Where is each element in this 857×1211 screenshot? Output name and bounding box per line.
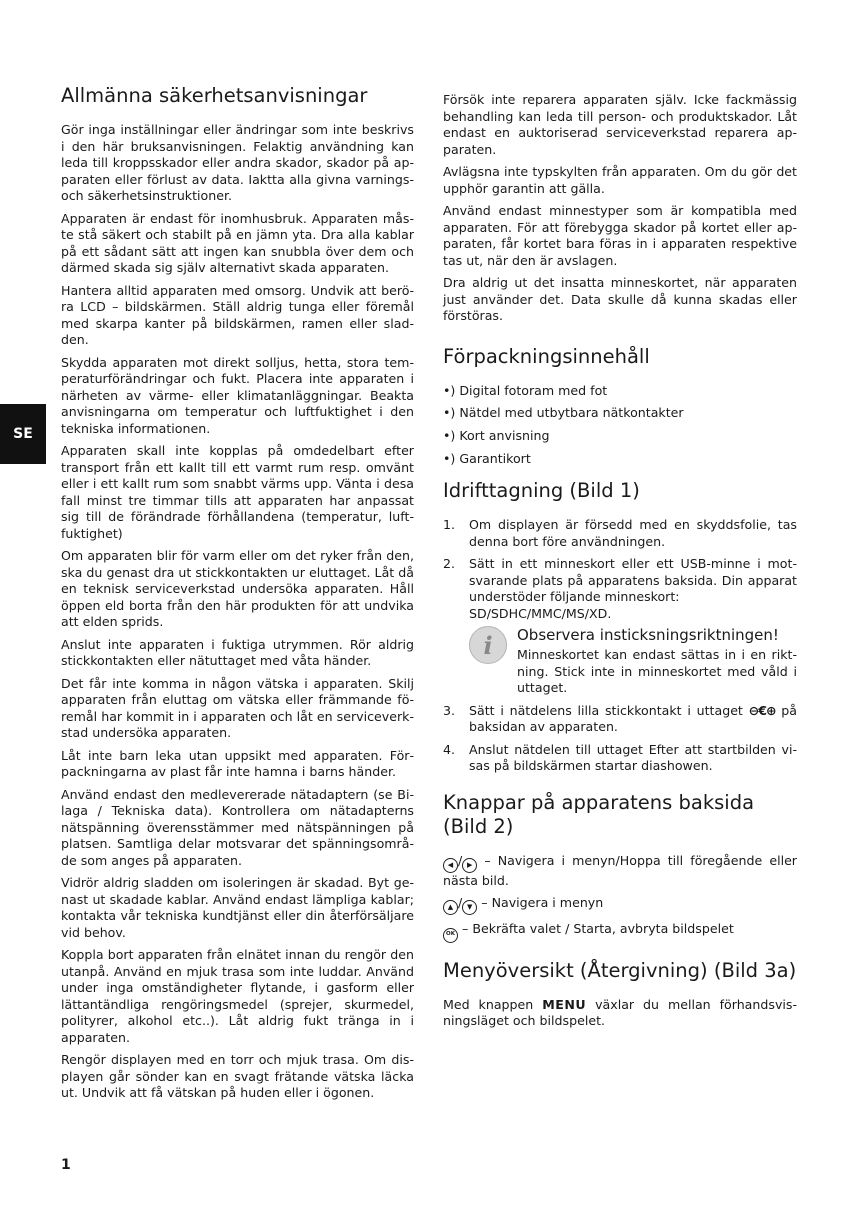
step-text: på baksidan av apparaten.	[469, 702, 797, 735]
slash: /	[458, 895, 463, 911]
ok-button-icon: OK	[443, 928, 458, 943]
step-text: Sätt in ett minneskort eller ett USB-minne i motsvarande plats på apparatens baksida. Din apparat understöder följande minneskort:	[469, 556, 797, 605]
button-description	[443, 921, 797, 942]
menu-text: växlar du mellan förhandsvisningsläget och bildspelet.	[443, 996, 797, 1029]
up-arrow-button-icon: ▲	[443, 900, 458, 915]
step-number: 4.	[443, 741, 456, 757]
button-text: – Navigera i menyn/Hoppa till föregående eller nästa bild.	[443, 852, 797, 888]
step-text: Om displayen är försedd med en skyddsfolie, tas denna bort före användningen.	[469, 517, 797, 549]
paragraph: Använd endast minnestyper som är kompatibla med apparaten. För att förebygga skador på kortet eller apparaten, får kortet bara föras in i apparaten respektive tas ut, när den är avslagen.	[443, 203, 797, 268]
info-icon: i	[469, 626, 507, 664]
paragraph: Försök inte reparera apparaten själv. Icke fackmässig behandling kan leda till person- och produktskador. Låt endast en auktoriserad serviceverkstad reparera apparaten.	[443, 92, 797, 157]
button-text: – Bekräfta valet / Starta, avbryta bildspelet	[462, 921, 734, 937]
dc-plug-symbol-icon: ⊖€⊕	[748, 702, 776, 718]
button-text: – Navigera i menyn	[481, 895, 604, 911]
left-arrow-button-icon: ◀	[443, 858, 458, 873]
right-column	[443, 92, 797, 1036]
paragraph: Det får inte komma in någon vätska i apparaten. Skilj apparaten från eluttag om vätska eller främmande föremål har kommit in i apparaten och låt en serviceverkstad undersöka apparaten.	[61, 675, 414, 740]
paragraph: Låt inte barn leka utan uppsikt med apparaten. Förpackningarna av plast får inte hamna i barns händer.	[61, 747, 414, 779]
paragraph: Rengör displayen med en torr och mjuk trasa. Om displayen går sönder kan en svagt frätande vätska läcka ut. Undvik att få vätskan på huden eller i ögonen.	[61, 1052, 414, 1100]
paragraph: Apparaten är endast för inomhusbruk. Apparaten måste stå säkert och stabilt på en jämn yta. Dra alla kablar på ett sådant sätt att ingen kan snubbla över dem och därmed skada sig själv alternativt skada apparaten.	[61, 210, 414, 275]
paragraph: Om apparaten blir för varm eller om det ryker från den, ska du genast dra ut stickkontakten ur eluttaget. Låt då en teknisk serviceverkstad undersöka apparaten. Håll öppen eld borta från den här produkten för att undvika att elden sprids.	[61, 548, 414, 629]
button-description	[443, 895, 797, 915]
paragraph: Avlägsna inte typskylten från apparaten. Om du gör det upphör garantin att gälla.	[443, 164, 797, 196]
paragraph: Dra aldrig ut det insatta minneskortet, när apparaten just använder det. Data skulle då kunna skadas eller förstöras.	[443, 275, 797, 323]
buttons-heading: Knappar på apparatens baksida (Bild 2)	[443, 790, 755, 838]
card-types: SD/SDHC/MMC/MS/XD.	[469, 605, 612, 621]
step-text: Sätt i nätdelens lilla stickkontakt i uttaget	[469, 702, 743, 718]
slash: /	[458, 852, 463, 868]
step-item	[443, 556, 797, 622]
menu-heading: Menyöversikt (Återgivning) (Bild 3a)	[443, 958, 797, 982]
button-description	[443, 853, 797, 890]
startup-heading: Idrifttagning (Bild 1)	[443, 479, 640, 503]
note-box	[469, 626, 797, 697]
language-tab: SE	[0, 404, 46, 464]
step-number: 3.	[443, 702, 456, 718]
startup-steps	[443, 517, 797, 622]
list-item: •) Kort anvisning	[443, 428, 550, 444]
menu-key: MENU	[542, 996, 587, 1012]
package-list	[443, 383, 797, 468]
page-number: 1	[61, 1157, 71, 1173]
right-arrow-button-icon: ▶	[462, 858, 477, 873]
step-number: 1.	[443, 517, 456, 533]
step-item	[443, 742, 797, 775]
left-column	[61, 84, 414, 1108]
step-number: 2.	[443, 556, 456, 572]
step-item	[443, 517, 797, 550]
step-text: Anslut nätdelen till uttaget Efter att startbilden visas på bildskärmen startar diashowen.	[469, 741, 797, 774]
step-item	[443, 703, 797, 736]
package-heading: Förpackningsinnehåll	[443, 344, 650, 368]
paragraph: Vidrör aldrig sladden om isoleringen är skadad. Byt genast ut skadade kablar. Använd endast lämpliga kablar; kontakta vår tekniska kundtjänst eller din återförsäljare vid behov.	[61, 875, 414, 940]
menu-paragraph	[443, 997, 797, 1030]
paragraph: Hantera alltid apparaten med omsorg. Undvik att beröra LCD – bildskärmen. Ställ aldrig tunga eller föremål med skarpa kanter på bildskärmen, ramen eller sladden.	[61, 282, 414, 347]
safety-heading: Allmänna säkerhetsanvisningar	[61, 84, 368, 107]
paragraph: Gör inga inställningar eller ändringar som inte beskrivs i den här bruksanvisningen. Felaktig användning kan leda till kroppsskador eller andra skador, skador på apparaten eller förlust av data. Iaktta alla givna varnings- och säkerhetsinstruktioner.	[61, 122, 414, 203]
paragraph: Apparaten skall inte kopplas på omdedelbart efter transport från ett kallt till ett varmt rum resp. omvänt eller i ett kallt rum som snabbt värms upp. Vänta i desa fall minst tre timmar tills att apparaten har anpassat sig till de förändrade förhållandena (temperatur, luftfuktighet)	[61, 443, 414, 541]
paragraph: Skydda apparaten mot direkt solljus, hetta, stora temperaturförändringar och fukt. Placera inte apparaten i närheten av värme- eller klimatanläggningar. Beakta anvisningarna om temperatur och luftfuktighet i den tekniska informationen.	[61, 354, 414, 436]
menu-text: Med knappen	[443, 996, 534, 1012]
list-item: •) Garantikort	[443, 450, 531, 466]
list-item: •) Nätdel med utbytbara nätkontakter	[443, 405, 684, 421]
startup-steps-continued	[443, 703, 797, 775]
down-arrow-button-icon: ▼	[462, 900, 477, 915]
note-text: Minneskortet kan endast sättas in i en riktning. Stick inte in minneskortet med våld i uttaget.	[517, 647, 797, 696]
paragraph: Använd endast den medlevererade nätadaptern (se Bilaga / Tekniska data). Kontrollera om nätadapterns nätspänning överensstämmer med nätspänningen på platsen. Samtliga delar motsvarar det spänningsområde som anges på apparaten.	[61, 786, 414, 868]
list-item: •) Digital fotoram med fot	[443, 382, 608, 398]
paragraph: Koppla bort apparaten från elnätet innan du rengör den utanpå. Använd en mjuk trasa som inte luddar. Använd under inga omständigheter flytande, i gasform eller lättantändliga rengöringsmedel (sprejer, skurmedel, polityrer, alkohol etc..). Låt aldrig fukt tränga in i apparaten.	[61, 947, 414, 1045]
note-title: Observera insticksningsriktningen!	[517, 626, 779, 645]
paragraph: Anslut inte apparaten i fuktiga utrymmen. Rör aldrig stickkontakten eller nätuttaget med våta händer.	[61, 636, 414, 668]
